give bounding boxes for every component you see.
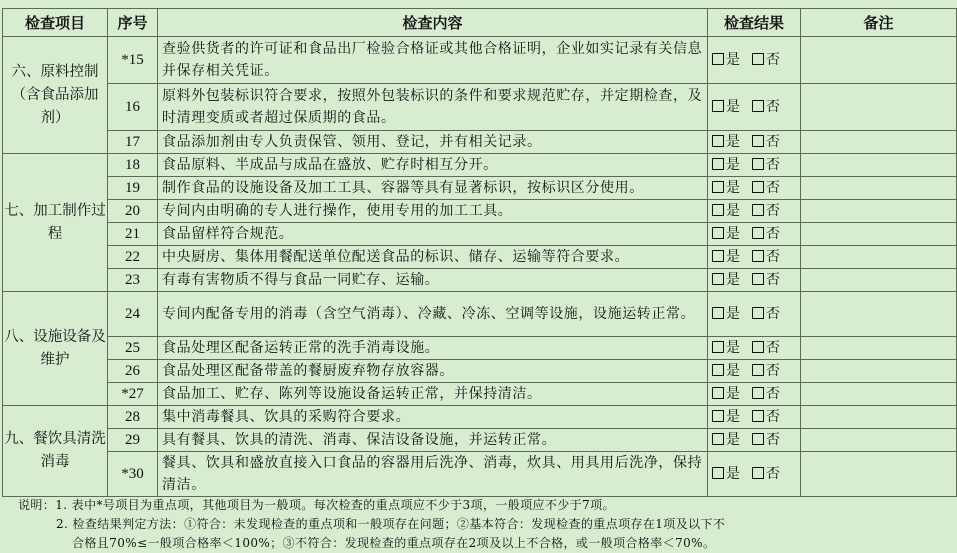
- content-cell: 中央厨房、集体用餐配送单位配送食品的标识、储存、运输等符合要求。: [158, 246, 708, 269]
- no-label: 否: [766, 99, 780, 115]
- no-checkbox[interactable]: [752, 410, 764, 422]
- content-cell: 食品加工、贮存、陈列等设施设备运转正常，并保持清洁。: [158, 383, 708, 406]
- table-row: [3, 383, 957, 406]
- yes-checkbox[interactable]: [712, 53, 724, 65]
- yes-label: 是: [726, 226, 740, 242]
- content-cell: 餐具、饮具和盛放直接入口食品的容器用后洗净、消毒，炊具、用具用后洗净，保持清洁。: [158, 452, 708, 497]
- yes-label: 是: [726, 340, 740, 356]
- yes-label: 是: [726, 272, 740, 288]
- no-label: 否: [766, 157, 780, 173]
- yes-checkbox[interactable]: [712, 273, 724, 285]
- note-cell[interactable]: [801, 406, 957, 429]
- note-cell[interactable]: [801, 292, 957, 337]
- content-cell: 具有餐具、饮具的清洗、消毒、保洁设备设施，并运转正常。: [158, 429, 708, 452]
- yes-label: 是: [726, 180, 740, 196]
- result-cell: [708, 37, 801, 84]
- category-cell: 九、餐饮具清洗消毒: [3, 406, 108, 497]
- note-cell[interactable]: [801, 223, 957, 246]
- table-row: [3, 84, 957, 131]
- no-label: 否: [766, 386, 780, 402]
- table-row: [3, 269, 957, 292]
- seq-cell: 26: [108, 360, 158, 383]
- seq-cell: *15: [108, 37, 158, 84]
- category-cell: 八、设施设备及维护: [3, 292, 108, 406]
- seq-cell: 22: [108, 246, 158, 269]
- yes-label: 是: [726, 466, 740, 482]
- table-row: [3, 429, 957, 452]
- seq-cell: 19: [108, 177, 158, 200]
- table-row: [3, 37, 957, 84]
- yes-checkbox[interactable]: [712, 227, 724, 239]
- yes-label: 是: [726, 386, 740, 402]
- seq-cell: 21: [108, 223, 158, 246]
- yes-label: 是: [726, 134, 740, 150]
- result-cell: [708, 154, 801, 177]
- seq-cell: *27: [108, 383, 158, 406]
- yes-checkbox[interactable]: [712, 100, 724, 112]
- result-cell: [708, 429, 801, 452]
- note-cell[interactable]: [801, 37, 957, 84]
- no-checkbox[interactable]: [752, 307, 764, 319]
- header-content: 检查内容: [158, 9, 708, 37]
- table-row: [3, 154, 957, 177]
- no-checkbox[interactable]: [752, 273, 764, 285]
- no-label: 否: [766, 226, 780, 242]
- no-checkbox[interactable]: [752, 53, 764, 65]
- header-item: 检查项目: [3, 9, 108, 37]
- note-line-2: 2. 检查结果判定方法：①符合：未发现检查的重点项和一般项存在问题；②基本符合：发现检查的重点项存在1项及以下不: [56, 517, 726, 531]
- table-row: [3, 177, 957, 200]
- result-cell: [708, 223, 801, 246]
- no-label: 否: [766, 340, 780, 356]
- table-row: [3, 246, 957, 269]
- note-cell[interactable]: [801, 200, 957, 223]
- table-row: [3, 406, 957, 429]
- content-cell: 有毒有害物质不得与食品一同贮存、运输。: [158, 269, 708, 292]
- seq-cell: 17: [108, 131, 158, 154]
- yes-label: 是: [726, 432, 740, 448]
- note-cell[interactable]: [801, 337, 957, 360]
- table-row: [3, 360, 957, 383]
- table-row: [3, 223, 957, 246]
- note-cell[interactable]: [801, 246, 957, 269]
- no-checkbox[interactable]: [752, 227, 764, 239]
- table-row: [3, 452, 957, 497]
- content-cell: 查验供货者的许可证和食品出厂检验合格证或其他合格证明，企业如实记录有关信息并保存相关凭证。: [158, 37, 708, 84]
- table-row: [3, 292, 957, 337]
- seq-cell: 28: [108, 406, 158, 429]
- no-checkbox[interactable]: [752, 100, 764, 112]
- yes-checkbox[interactable]: [712, 467, 724, 479]
- no-label: 否: [766, 180, 780, 196]
- yes-checkbox[interactable]: [712, 364, 724, 376]
- result-cell: [708, 292, 801, 337]
- no-checkbox[interactable]: [752, 387, 764, 399]
- seq-cell: *30: [108, 452, 158, 497]
- yes-label: 是: [726, 99, 740, 115]
- yes-label: 是: [726, 157, 740, 173]
- result-cell: [708, 131, 801, 154]
- yes-label: 是: [726, 363, 740, 379]
- table-row: [3, 131, 957, 154]
- yes-checkbox[interactable]: [712, 410, 724, 422]
- note-cell[interactable]: [801, 177, 957, 200]
- content-cell: 食品处理区配备运转正常的洗手消毒设施。: [158, 337, 708, 360]
- yes-checkbox[interactable]: [712, 387, 724, 399]
- result-cell: [708, 383, 801, 406]
- result-cell: [708, 406, 801, 429]
- seq-cell: 16: [108, 84, 158, 131]
- no-checkbox[interactable]: [752, 250, 764, 262]
- note-cell[interactable]: [801, 154, 957, 177]
- result-cell: [708, 84, 801, 131]
- yes-checkbox[interactable]: [712, 341, 724, 353]
- no-checkbox[interactable]: [752, 204, 764, 216]
- content-cell: 制作食品的设施设备及加工工具、容器等具有显著标识，按标识区分使用。: [158, 177, 708, 200]
- content-cell: 集中消毒餐具、饮具的采购符合要求。: [158, 406, 708, 429]
- seq-cell: 23: [108, 269, 158, 292]
- yes-label: 是: [726, 249, 740, 265]
- no-label: 否: [766, 272, 780, 288]
- content-cell: 食品添加剂由专人负责保管、领用、登记，并有相关记录。: [158, 131, 708, 154]
- yes-checkbox[interactable]: [712, 307, 724, 319]
- inspection-table: [2, 8, 957, 497]
- seq-cell: 29: [108, 429, 158, 452]
- note-cell[interactable]: [801, 269, 957, 292]
- result-cell: [708, 269, 801, 292]
- note-cell[interactable]: [801, 429, 957, 452]
- notes: [18, 496, 725, 553]
- no-checkbox[interactable]: [752, 364, 764, 376]
- no-checkbox[interactable]: [752, 158, 764, 170]
- content-cell: 食品原料、半成品与成品在盛放、贮存时相互分开。: [158, 154, 708, 177]
- no-checkbox[interactable]: [752, 467, 764, 479]
- yes-label: 是: [726, 409, 740, 425]
- yes-checkbox[interactable]: [712, 433, 724, 445]
- table-row: [3, 200, 957, 223]
- no-label: 否: [766, 249, 780, 265]
- result-cell: [708, 177, 801, 200]
- header-seq: 序号: [108, 9, 158, 37]
- note-cell[interactable]: [801, 84, 957, 131]
- seq-cell: 18: [108, 154, 158, 177]
- no-label: 否: [766, 306, 780, 322]
- no-checkbox[interactable]: [752, 433, 764, 445]
- content-cell: 食品留样符合规范。: [158, 223, 708, 246]
- result-cell: [708, 246, 801, 269]
- no-label: 否: [766, 409, 780, 425]
- yes-checkbox[interactable]: [712, 135, 724, 147]
- no-checkbox[interactable]: [752, 135, 764, 147]
- note-line-3: 合格且70%≤一般项合格率＜100%；③不符合：发现检查的重点项存在2项及以上不合格，或一般项合格率＜70%。: [72, 536, 716, 550]
- content-cell: 专间内配备专用的消毒（含空气消毒）、冷藏、冷冻、空调等设施，设施运转正常。: [158, 292, 708, 337]
- result-cell: [708, 337, 801, 360]
- no-label: 否: [766, 203, 780, 219]
- content-cell: 食品处理区配备带盖的餐厨废弃物存放容器。: [158, 360, 708, 383]
- no-label: 否: [766, 52, 780, 68]
- no-label: 否: [766, 466, 780, 482]
- no-label: 否: [766, 134, 780, 150]
- note-cell[interactable]: [801, 383, 957, 406]
- result-cell: [708, 452, 801, 497]
- yes-label: 是: [726, 203, 740, 219]
- yes-label: 是: [726, 52, 740, 68]
- result-cell: [708, 360, 801, 383]
- content-cell: 原料外包装标识符合要求，按照外包装标识的条件和要求规范贮存，并定期检查，及时清理变质或者超过保质期的食品。: [158, 84, 708, 131]
- yes-checkbox[interactable]: [712, 158, 724, 170]
- yes-checkbox[interactable]: [712, 204, 724, 216]
- header-note: 备注: [801, 9, 957, 37]
- result-cell: [708, 200, 801, 223]
- no-checkbox[interactable]: [752, 181, 764, 193]
- note-cell[interactable]: [801, 131, 957, 154]
- no-label: 否: [766, 432, 780, 448]
- category-cell: 七、加工制作过程: [3, 154, 108, 292]
- no-checkbox[interactable]: [752, 341, 764, 353]
- category-cell: 六、原料控制（含食品添加剂）: [3, 37, 108, 154]
- note-cell[interactable]: [801, 452, 957, 497]
- note-cell[interactable]: [801, 360, 957, 383]
- header-result: 检查结果: [708, 9, 801, 37]
- yes-checkbox[interactable]: [712, 181, 724, 193]
- yes-label: 是: [726, 306, 740, 322]
- note-line-1: 说明：1. 表中*号项目为重点项，其他项目为一般项。每次检查的重点项应不少于3项，一般项应不少于7项。: [18, 498, 615, 512]
- content-cell: 专间内由明确的专人进行操作，使用专用的加工工具。: [158, 200, 708, 223]
- seq-cell: 25: [108, 337, 158, 360]
- seq-cell: 20: [108, 200, 158, 223]
- no-label: 否: [766, 363, 780, 379]
- table-row: [3, 337, 957, 360]
- yes-checkbox[interactable]: [712, 250, 724, 262]
- seq-cell: 24: [108, 292, 158, 337]
- header-row: [3, 9, 957, 37]
